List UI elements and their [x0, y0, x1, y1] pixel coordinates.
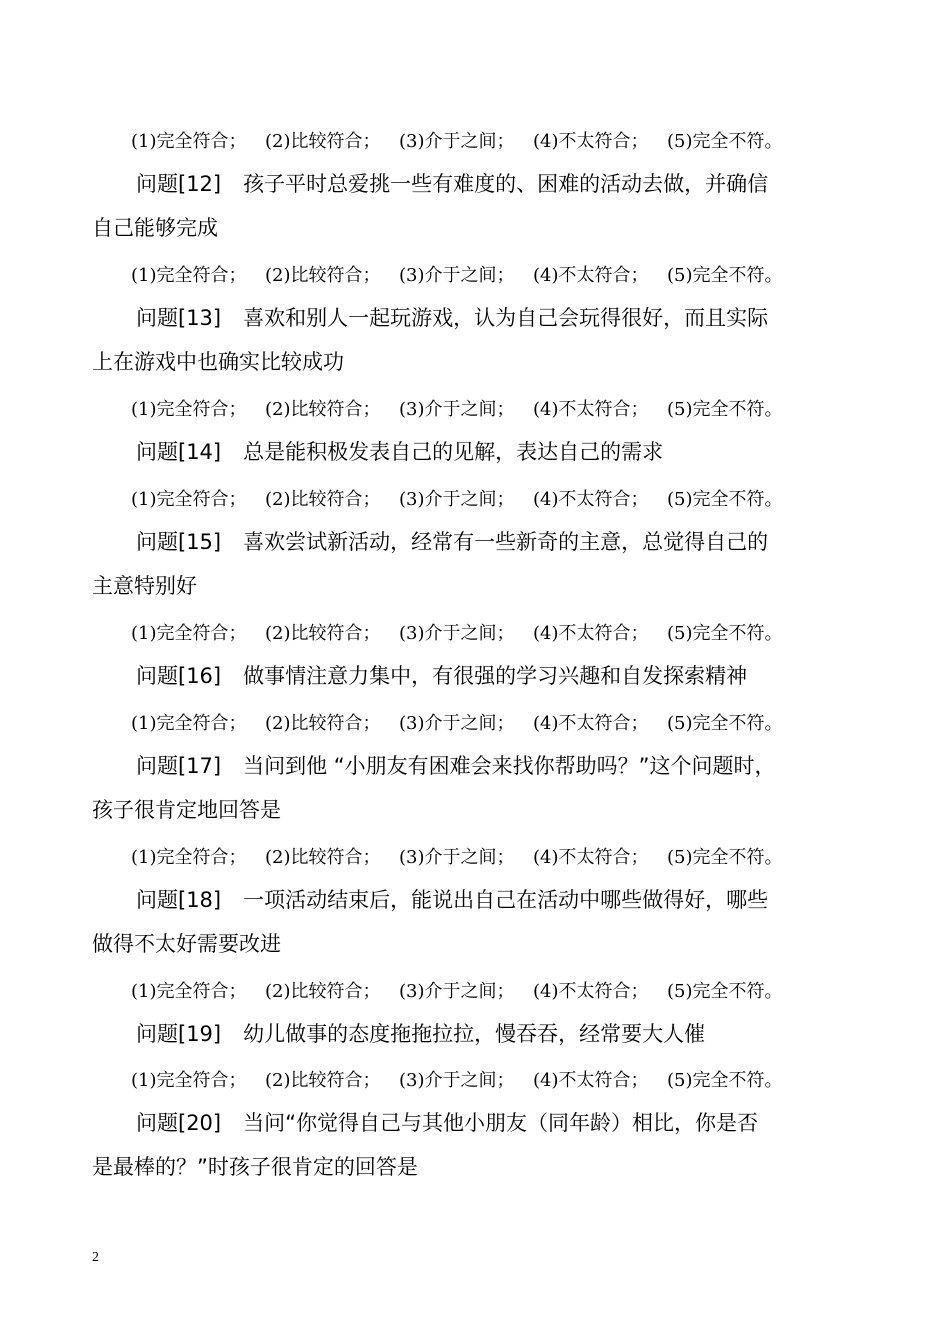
option-1: (1)完全符合； — [131, 847, 247, 868]
option-2: (2)比较符合； — [265, 847, 381, 868]
option-4: (4)不太符合； — [533, 981, 649, 1002]
option-1: (1)完全符合； — [131, 489, 247, 510]
option-5: (5)完全不符。 — [667, 489, 783, 510]
question-text: 喜欢尝试新活动，经常有一些新奇的主意，总觉得自己的 — [243, 530, 769, 554]
question-text: 喜欢和别人一起玩游戏，认为自己会玩得很好，而且实际 — [243, 306, 769, 330]
question-20 — [136, 1109, 758, 1137]
option-3: (3)介于之间； — [399, 847, 515, 868]
question-text: 孩子平时总爱挑一些有难度的、困难的活动去做，并确信 — [243, 172, 769, 196]
question-18 — [136, 886, 768, 914]
option-2: (2)比较符合； — [265, 265, 381, 286]
option-1: (1)完全符合； — [131, 981, 247, 1002]
option-5: (5)完全不符。 — [667, 713, 783, 734]
page-number: 2 — [92, 1250, 99, 1265]
option-4: (4)不太符合； — [533, 1070, 649, 1091]
question-12 — [136, 170, 768, 198]
option-5: (5)完全不符。 — [667, 399, 783, 420]
option-4: (4)不太符合； — [533, 713, 649, 734]
option-2: (2)比较符合； — [265, 623, 381, 644]
option-3: (3)介于之间； — [399, 1070, 515, 1091]
question-19 — [136, 1020, 705, 1048]
option-1: (1)完全符合； — [131, 1070, 247, 1091]
option-5: (5)完全不符。 — [667, 265, 783, 286]
option-3: (3)介于之间； — [399, 131, 515, 152]
option-1: (1)完全符合； — [131, 265, 247, 286]
question-20-continued: 是最棒的？”时孩子很肯定的回答是 — [92, 1155, 418, 1179]
option-1: (1)完全符合； — [131, 713, 247, 734]
question-number: 问题[19] — [136, 1022, 222, 1046]
question-text: 一项活动结束后，能说出自己在活动中哪些做得好，哪些 — [243, 888, 769, 912]
question-15 — [136, 528, 768, 556]
option-3: (3)介于之间； — [399, 265, 515, 286]
option-2: (2)比较符合； — [265, 489, 381, 510]
option-2: (2)比较符合； — [265, 399, 381, 420]
option-5: (5)完全不符。 — [667, 131, 783, 152]
question-text: 做事情注意力集中，有很强的学习兴趣和自发探索精神 — [243, 664, 748, 688]
question-14 — [136, 438, 663, 466]
option-4: (4)不太符合； — [533, 265, 649, 286]
option-3: (3)介于之间； — [399, 623, 515, 644]
option-1: (1)完全符合； — [131, 399, 247, 420]
option-4: (4)不太符合； — [533, 489, 649, 510]
answer-options — [131, 399, 783, 421]
question-12-continued: 自己能够完成 — [92, 216, 218, 240]
answer-options — [131, 265, 783, 287]
question-text: 总是能积极发表自己的见解，表达自己的需求 — [243, 440, 664, 464]
question-17 — [136, 752, 776, 780]
option-2: (2)比较符合； — [265, 713, 381, 734]
question-text: 当问“你觉得自己与其他小朋友（同年龄）相比，你是否 — [243, 1111, 758, 1135]
question-13-continued: 上在游戏中也确实比较成功 — [92, 350, 344, 374]
question-number: 问题[13] — [136, 306, 222, 330]
answer-options — [131, 713, 783, 735]
option-1: (1)完全符合； — [131, 131, 247, 152]
option-4: (4)不太符合； — [533, 847, 649, 868]
answer-options — [131, 847, 783, 869]
option-3: (3)介于之间； — [399, 981, 515, 1002]
option-5: (5)完全不符。 — [667, 623, 783, 644]
option-1: (1)完全符合； — [131, 623, 247, 644]
option-4: (4)不太符合； — [533, 623, 649, 644]
question-15-continued: 主意特别好 — [92, 574, 197, 598]
question-18-continued: 做得不太好需要改进 — [92, 932, 281, 956]
question-number: 问题[15] — [136, 530, 222, 554]
question-17-continued: 孩子很肯定地回答是 — [92, 798, 281, 822]
option-4: (4)不太符合； — [533, 399, 649, 420]
question-number: 问题[14] — [136, 440, 222, 464]
question-number: 问题[17] — [136, 754, 222, 778]
answer-options — [131, 981, 783, 1003]
question-number: 问题[18] — [136, 888, 222, 912]
option-5: (5)完全不符。 — [667, 847, 783, 868]
question-number: 问题[20] — [136, 1111, 222, 1135]
option-2: (2)比较符合； — [265, 1070, 381, 1091]
answer-options — [131, 489, 783, 511]
option-5: (5)完全不符。 — [667, 1070, 783, 1091]
option-2: (2)比较符合； — [265, 981, 381, 1002]
question-text: 当问到他 “小朋友有困难会来找你帮助吗？”这个问题时， — [243, 754, 776, 778]
option-3: (3)介于之间； — [399, 489, 515, 510]
question-number: 问题[12] — [136, 172, 222, 196]
option-5: (5)完全不符。 — [667, 981, 783, 1002]
question-text: 幼儿做事的态度拖拖拉拉，慢吞吞，经常要大人催 — [243, 1022, 706, 1046]
option-3: (3)介于之间； — [399, 713, 515, 734]
question-16 — [136, 662, 747, 690]
answer-options — [131, 131, 783, 153]
answer-options — [131, 623, 783, 645]
question-13 — [136, 304, 768, 332]
answer-options — [131, 1070, 783, 1092]
option-2: (2)比较符合； — [265, 131, 381, 152]
option-4: (4)不太符合； — [533, 131, 649, 152]
option-3: (3)介于之间； — [399, 399, 515, 420]
question-number: 问题[16] — [136, 664, 222, 688]
